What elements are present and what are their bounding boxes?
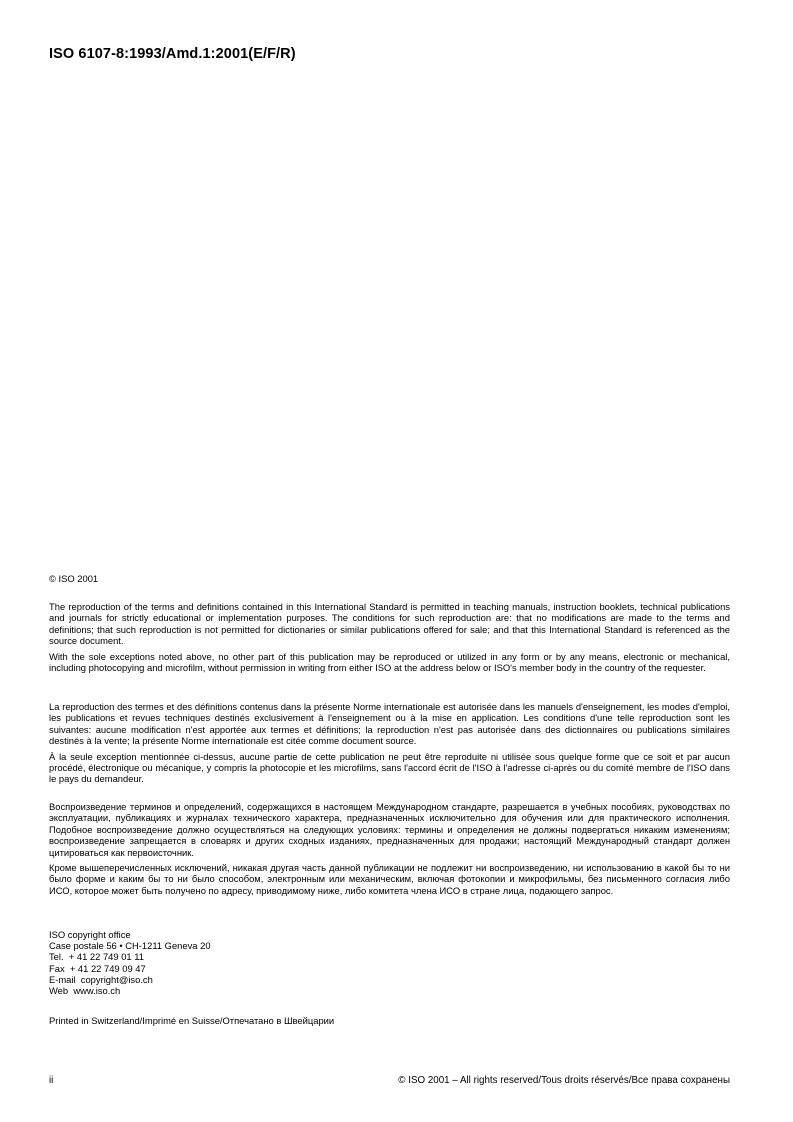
address-email: E-mail copyright@iso.ch [49, 973, 153, 985]
address-tel: Tel. + 41 22 749 01 11 [49, 951, 144, 963]
address-block [49, 929, 730, 996]
document-id-header: ISO 6107-8:1993/Amd.1:2001(E/F/R) [49, 46, 296, 62]
copyright-year: © ISO 2001 [49, 573, 99, 584]
page-number: ii [49, 1075, 54, 1086]
french-paragraph-2: À la seule exception mentionnée ci-dessus, aucune partie de cette publication ne peut être reproduite ni utilisée sous quelque forme que ce soit et par aucun procédé, électronique ou mécanique, y compris la photocopie et les microfilms, sans l'accord écrit de l'ISO à l'adresse ci-après ou du comité membre de l'ISO dans le pays du demandeur. [49, 750, 730, 785]
address-office: ISO copyright office [49, 929, 131, 940]
russian-paragraph-2: Кроме вышеперечисленных исключений, никакая другая часть данной публикации не подлежит ни воспроизведению, ни использованию в какой бы то ни было форме и каким бы то ни было способом, электронным или механическим, включая фотокопии и микрофильмы, без письменного согласия либо ИСО, которое может быть получено по адресу, приводимому ниже, либо комитета члена ИСО в стране лица, подающего запрос. [49, 862, 730, 896]
address-postal: Case postale 56 • CH-1211 Geneva 20 [49, 940, 211, 952]
printed-in-line [49, 1015, 730, 1026]
russian-paragraph-1: Воспроизведение терминов и определений, содержащихся в настоящем Международном стандарте, разрешается в учебных пособиях, руководствах по эксплуатации, публикациях и журналах технического характера, предназначенных исключительно для обучения или для практического исполнения. Подобное воспроизведение должно осуществляться на следующих условиях: термины и определения не должны подвергаться никаким изменениям; воспроизведение запрещается в словарях и других сходных изданиях, предназначенных для продажи; настоящий Международный стандарт должен цитироваться как первоисточник. [49, 801, 730, 858]
russian-permission-section [49, 801, 730, 896]
copyright-notice [49, 573, 730, 584]
printed-text: Printed in Switzerland/Imprimé en Suisse/Отпечатано в Швейцарии [49, 1015, 335, 1026]
address-fax: Fax + 41 22 749 09 47 [49, 962, 146, 974]
english-paragraph-1: The reproduction of the terms and definitions contained in this International Standard is permitted in teaching manuals, instruction booklets, technical publications and journals for strictly educational or implementation purposes. The conditions for such reproduction are: that no modifications are made to the terms and definitions; that such reproduction is not permitted for dictionaries or similar publications offered for sale; and that this International Standard is referenced as the source document. [49, 601, 730, 647]
french-permission-section [49, 701, 730, 785]
footer-rights: © ISO 2001 – All rights reserved/Tous droits réservés/Все права сохранены [398, 1075, 730, 1086]
french-paragraph-1: La reproduction des termes et des définitions contenus dans la présente Norme internationale est autorisée dans les manuels d'enseignement, les modes d'emploi, les publications et revues techniques destinés exclusivement à l'enseignement ou à la mise en application. Les conditions d'une telle reproduction sont les suivantes: aucune modification n'est apportée aux termes et définitions; la reproduction n'est pas autorisée dans des dictionnaires ou publications similaires destinés à la vente; la présente Norme internationale est citée comme document source. [49, 701, 730, 747]
english-paragraph-2: With the sole exceptions noted above, no other part of this publication may be reproduced or utilized in any form or by any means, electronic or mechanical, including photocopying and microfilm, without permission in writing from either ISO at the address below or ISO's member body in the country of the requester. [49, 650, 730, 674]
english-permission-section [49, 601, 730, 673]
address-web: Web www.iso.ch [49, 985, 121, 997]
